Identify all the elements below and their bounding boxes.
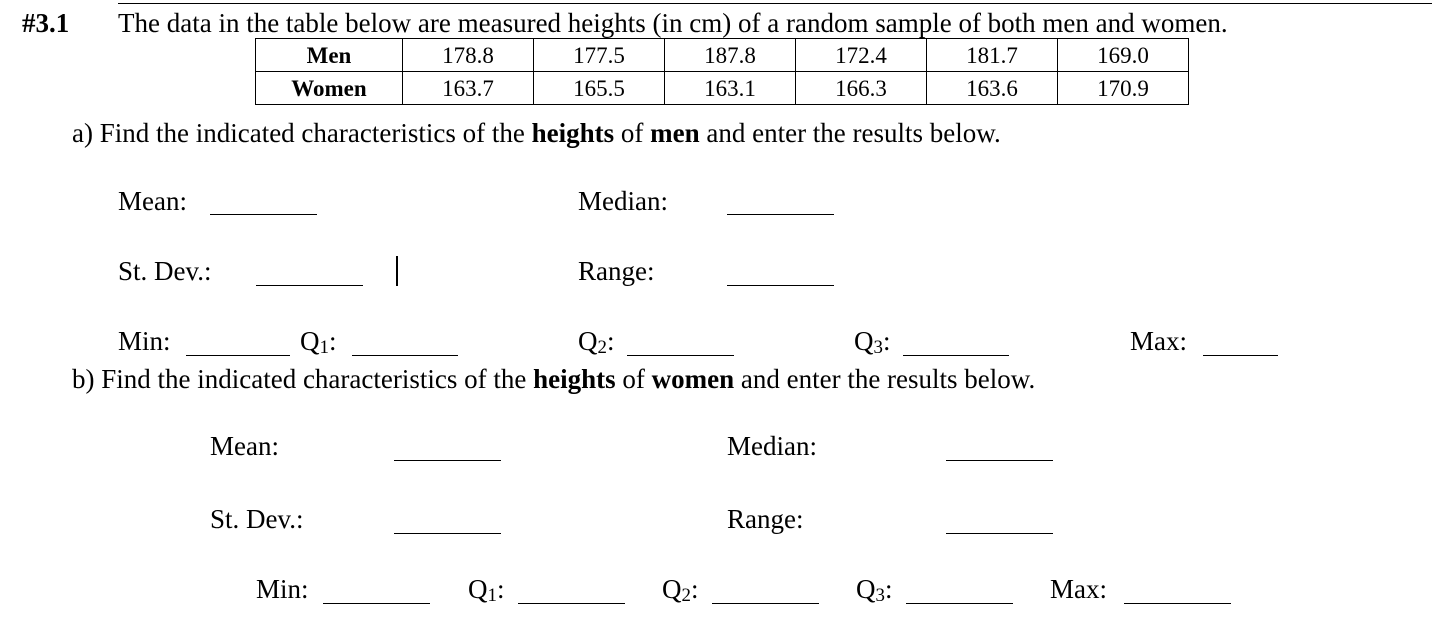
women-q2-blank[interactable] [712, 603, 819, 604]
table-cell: 163.7 [403, 72, 534, 105]
table-cell: 163.6 [927, 72, 1058, 105]
men-stdev-label: St. Dev.: [118, 256, 212, 286]
men-min-label: Min: [118, 326, 171, 356]
women-q3-blank[interactable] [906, 603, 1013, 604]
women-q3-label: $Q_3$: [856, 574, 893, 606]
men-mean-blank[interactable] [210, 214, 317, 215]
men-q3-label: $Q_3$: [854, 326, 891, 358]
text-cursor [396, 256, 398, 286]
men-range-label: Range: [578, 256, 655, 286]
men-mean-label: Mean: [118, 186, 187, 216]
row-label-men: Men [256, 39, 403, 72]
table-cell: 172.4 [796, 39, 927, 72]
women-stdev-blank[interactable] [394, 533, 501, 534]
table-cell: 178.8 [403, 39, 534, 72]
women-mean-blank[interactable] [394, 460, 501, 461]
women-range-blank[interactable] [946, 533, 1053, 534]
table-row-women [256, 72, 1189, 105]
part-a-heading: a) Find the indicated characteristics of the heights of men and enter the results below. [72, 118, 1001, 148]
men-max-blank[interactable] [1203, 355, 1278, 356]
men-q1-blank[interactable] [352, 355, 458, 356]
table-cell: 169.0 [1058, 39, 1189, 72]
table-cell: 163.1 [665, 72, 796, 105]
table-cell: 187.8 [665, 39, 796, 72]
women-max-blank[interactable] [1124, 603, 1231, 604]
men-q2-blank[interactable] [627, 355, 734, 356]
women-max-label: Max: [1050, 574, 1107, 604]
men-range-blank[interactable] [727, 285, 834, 286]
women-median-blank[interactable] [946, 460, 1053, 461]
table-cell: 177.5 [534, 39, 665, 72]
women-median-label: Median: [727, 431, 817, 461]
men-q3-blank[interactable] [903, 355, 1009, 356]
women-min-blank[interactable] [323, 603, 430, 604]
problem-intro: The data in the table below are measured heights (in cm) of a random sample of both men and women. [118, 8, 1228, 38]
men-median-blank[interactable] [727, 214, 834, 215]
part-b-heading: b) Find the indicated characteristics of the heights of women and enter the results below. [72, 364, 1036, 394]
women-q1-label: $Q_1$: [468, 574, 505, 606]
table-cell: 165.5 [534, 72, 665, 105]
men-median-label: Median: [578, 186, 668, 216]
table-cell: 181.7 [927, 39, 1058, 72]
men-stdev-blank[interactable] [256, 285, 363, 286]
men-q1-label: $Q_1$: [300, 326, 337, 358]
men-min-blank[interactable] [186, 355, 290, 356]
women-mean-label: Mean: [210, 431, 279, 461]
women-min-label: Min: [256, 574, 309, 604]
table-cell: 170.9 [1058, 72, 1189, 105]
heights-table [255, 38, 1189, 105]
men-max-label: Max: [1130, 326, 1187, 356]
women-range-label: Range: [727, 504, 804, 534]
women-stdev-label: St. Dev.: [210, 504, 304, 534]
women-q2-label: $Q_2$: [662, 574, 699, 606]
men-q2-label: $Q_2$: [578, 326, 615, 358]
row-label-women: Women [256, 72, 403, 105]
problem-number: #3.1 [22, 8, 70, 38]
table-row-men [256, 39, 1189, 72]
top-rule [118, 3, 1432, 4]
women-q1-blank[interactable] [518, 603, 625, 604]
table-cell: 166.3 [796, 72, 927, 105]
